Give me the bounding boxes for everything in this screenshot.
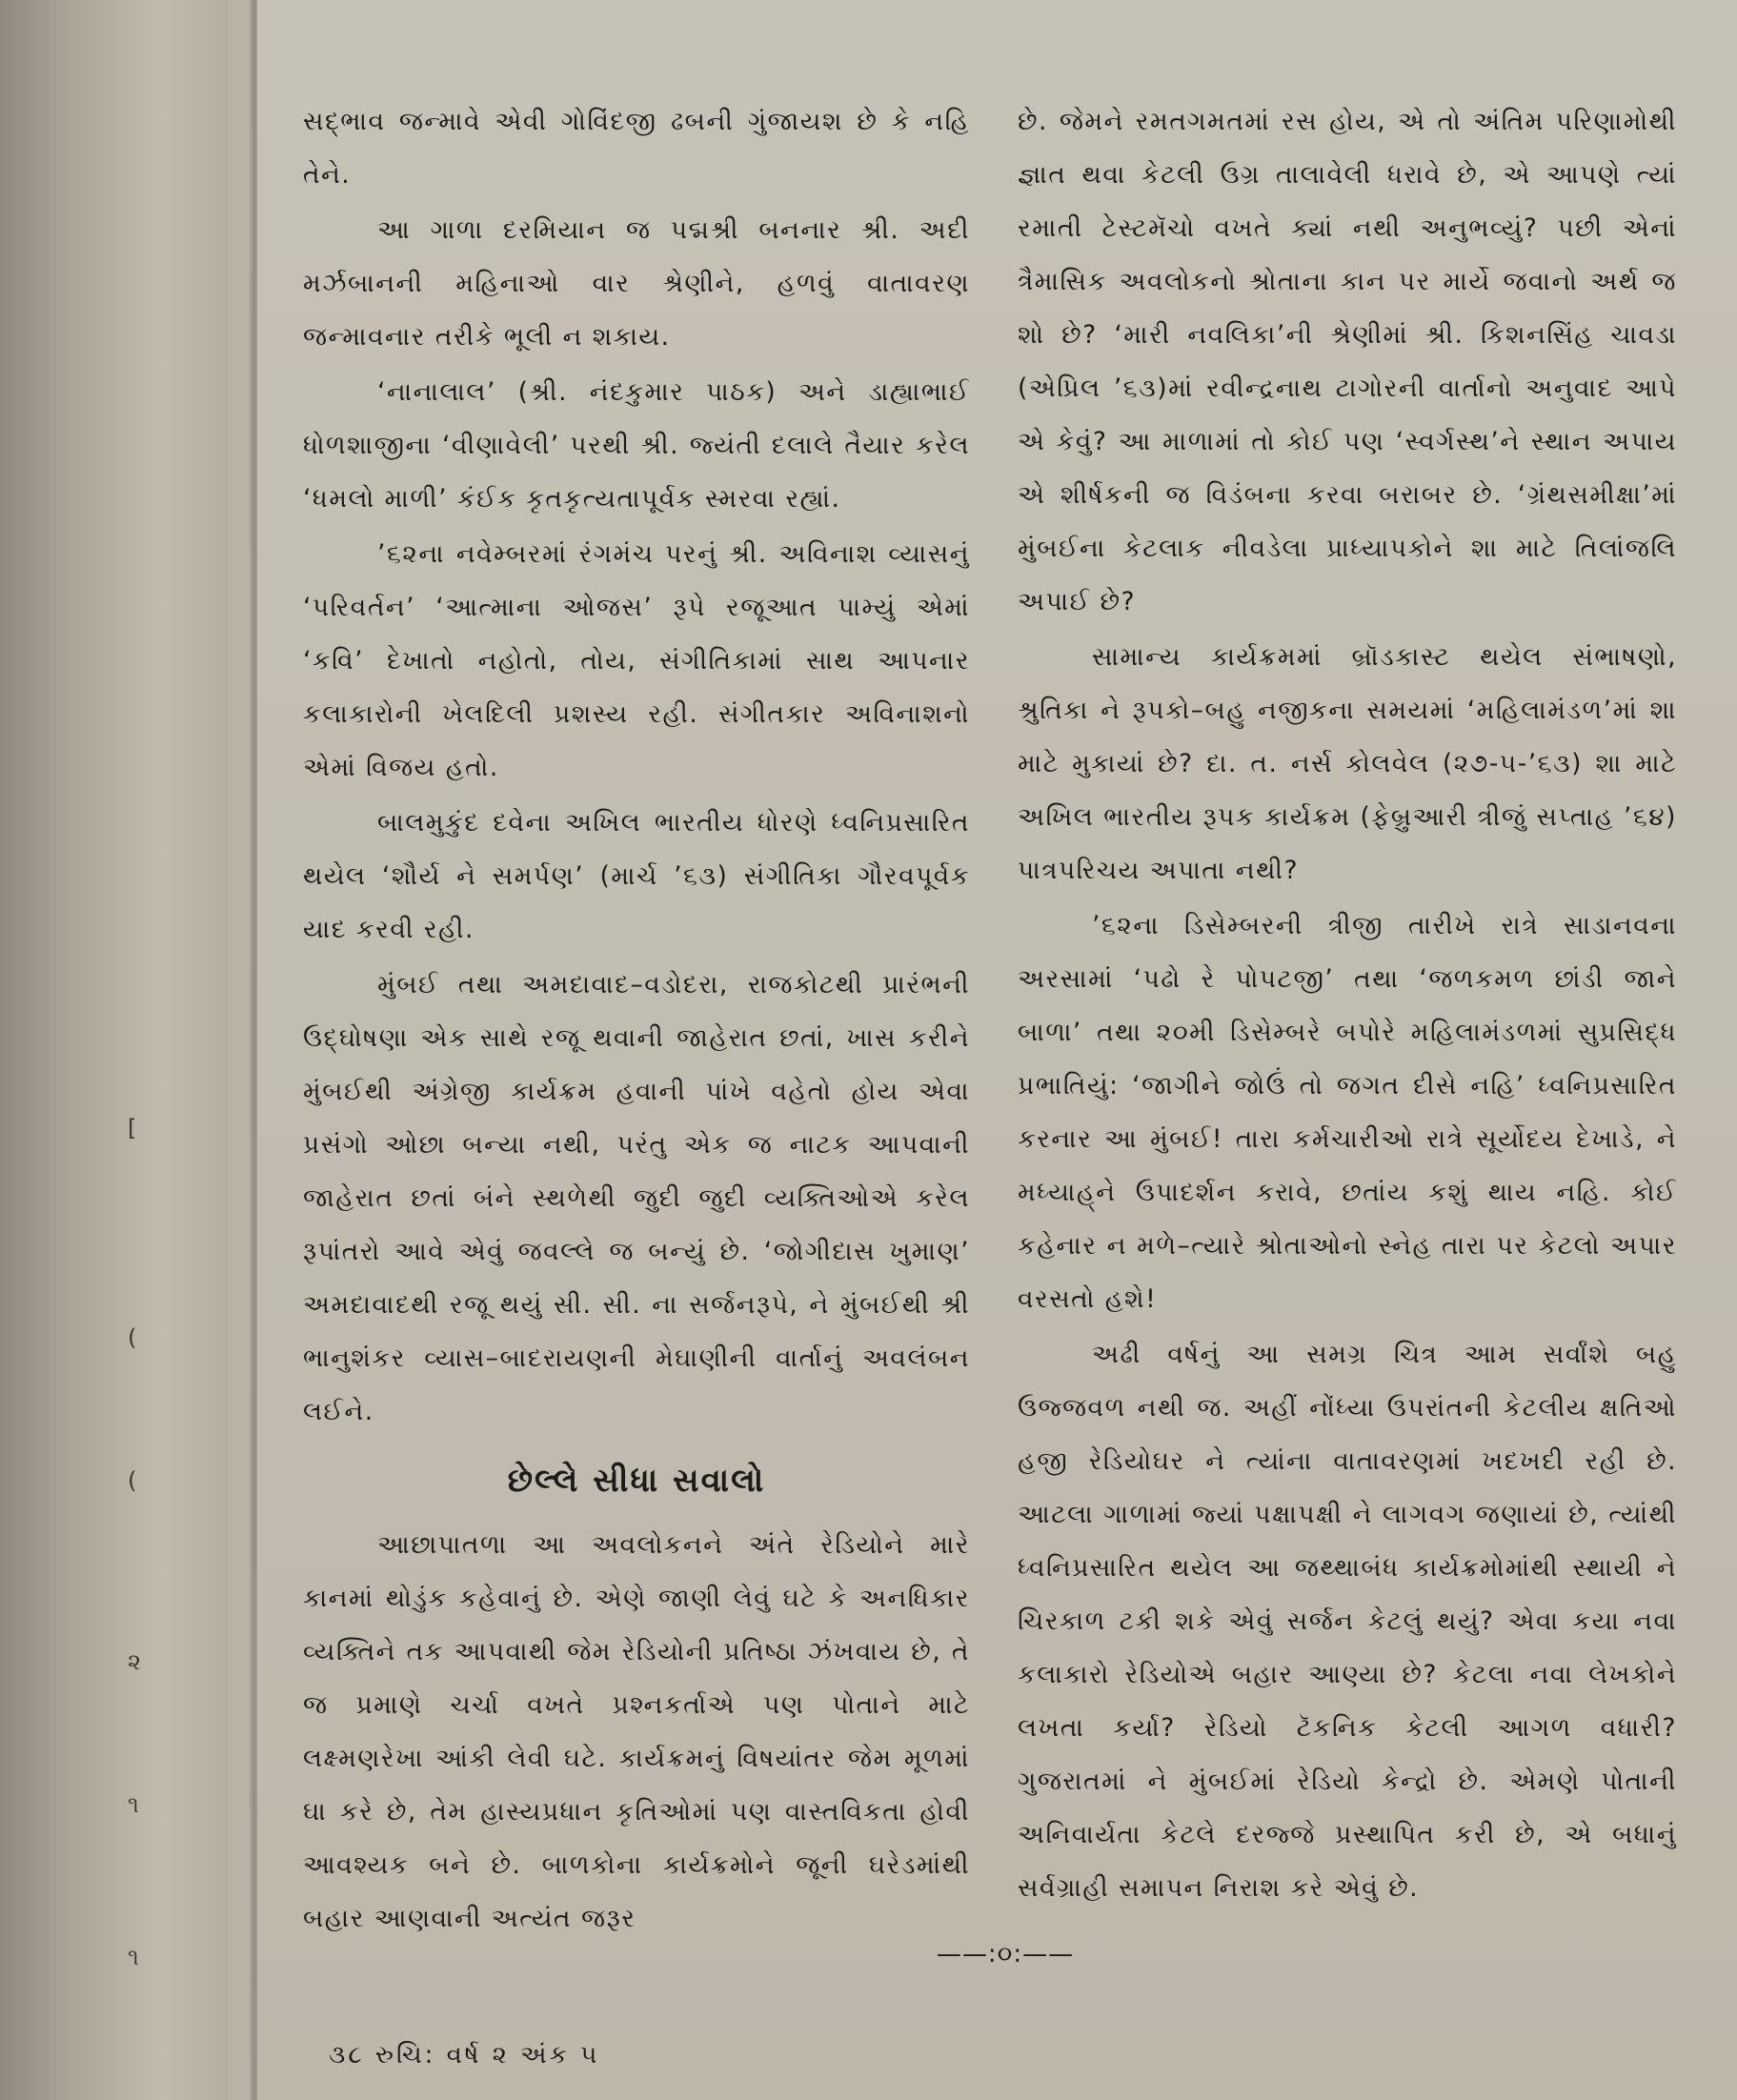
paragraph: સામાન્ય કાર્યક્રમમાં બ્રૉડકાસ્ટ થયેલ સંભાષણો, શ્રુતિકા ને રૂપકો–બહુ નજીકના સમયમાં ‘મહિલામંડળ’માં શા માટે મુકાયાં છે? દા. ત. નર્સ કોલવેલ (૨૭-૫-’૬૩) શા માટે અખિલ ભારતીય રૂપક કાર્યક્રમ (ફેબ્રુઆરી ત્રીજું સપ્તાહ ’૬૪) પાત્રપરિચય અપાતા નથી?	[1018, 642, 1677, 885]
paragraph: છે. જેમને રમતગમતમાં રસ હોય, એ તો અંતિમ પરિણામોથી જ્ઞાત થવા કેટલી ઉગ્ર તાલાવેલી ધરાવે છે, એ આપણે ત્યાં રમાતી ટેસ્ટમૅચો વખતે ક્યાં નથી અનુભવ્યું? પછી એનાં ત્રૈમાસિક અવલોકનો શ્રોતાના કાન પર માર્યે જવાનો અર્થ જ શો છે? ‘મારી નવલિકા’ની શ્રેણીમાં શ્રી. કિશનસિંહ ચાવડા (એપ્રિલ ’૬૩)માં રવીન્દ્રનાથ ટાગોરની વાર્તાનો અનુવાદ આપે એ કેવું? આ માળામાં તો કોઈ પણ ‘સ્વર્ગસ્થ’ને સ્થાન અપાય એ શીર્ષકની જ વિડંબના કરવા બરાબર છે. ‘ગ્રંથસમીક્ષા’માં મુંબઈના કેટલાક નીવડેલા પ્રાધ્યાપકોને શા માટે તિલાંજલિ અપાઈ છે?	[1018, 107, 1677, 616]
paragraph: સદ્‌ભાવ જન્માવે એવી ગોવિંદજી ઢબની ગુંજાયશ છે કે નહિ તેને.	[303, 107, 970, 190]
right-column	[1018, 95, 1677, 1917]
paragraph: ‘નાનાલાલ’ (શ્રી. નંદકુમાર પાઠક) અને ડાહ્યાભાઈ ધોળશાજીના ‘વીણાવેલી’ પરથી શ્રી. જ્યંતી દલાલે તૈયાર કરેલ ‘ધમલો માળી’ કંઈક કૃતકૃત્યતાપૂર્વક સ્મરવા રહ્યાં.	[303, 377, 970, 514]
paragraph: આ ગાળા દરમિયાન જ પદ્મશ્રી બનનાર શ્રી. અદી મર્ઝબાનની મહિનાઓ વાર શ્રેણીને, હળવું વાતાવરણ જન્માવનાર તરીકે ભૂલી ન શકાય.	[303, 215, 970, 352]
margin-mark: (	[128, 1324, 137, 1351]
end-divider: ——:૦:——	[936, 1940, 1075, 1969]
paragraph: ’૬૨ના નવેમ્બરમાં રંગમંચ પરનું શ્રી. અવિનાશ વ્યાસનું ‘પરિવર્તન’ ‘આત્માના ઓજસ’ રૂપે રજૂઆત પામ્યું એમાં ‘કવિ’ દેખાતો નહોતો, તોય, સંગીતિકામાં સાથ આપનાર કલાકારોની ખેલદિલી પ્રશસ્ય રહી. સંગીતકાર અવિનાશનો એમાં વિજય હતો.	[303, 539, 970, 782]
margin-mark: (	[128, 1467, 137, 1494]
margin-mark: [	[128, 1115, 137, 1141]
section-heading: છેલ્લે સીધા સવાલો	[507, 1462, 766, 1500]
margin-mark: ૨	[128, 1648, 142, 1675]
page-footer: ૩૮ રુચિ: વર્ષ ૨ અંક ૫	[329, 2041, 600, 2070]
margin-mark: ૧	[128, 1791, 139, 1818]
paragraph: મુંબઈ તથા અમદાવાદ–વડોદરા, રાજકોટથી પ્રારંભની ઉદ્‌ઘોષણા એક સાથે રજૂ થવાની જાહેરાત છતાં, ખાસ કરીને મુંબઈથી અંગ્રેજી કાર્યક્રમ હવાની પાંખે વહેતો હોય એવા પ્રસંગો ઓછા બન્યા નથી, પરંતુ એક જ નાટક આપવાની જાહેરાત છતાં બંને સ્થળેથી જુદી જુદી વ્યક્તિઓએ કરેલ રૂપાંતરો આવે એવું જવલ્લે જ બન્યું છે. ‘જોગીદાસ ખુમાણ’ અમદાવાદથી રજૂ થયું સી. સી. ના સર્જનરૂપે, ને મુંબઈથી શ્રી ભાનુશંકર વ્યાસ–બાદરાયણની મેઘાણીની વાર્તાનું અવલંબન લઈને.	[303, 970, 970, 1426]
paragraph: આછાપાતળા આ અવલોકનને અંતે રેડિયોને મારે કાનમાં થોડુંક કહેવાનું છે. એણે જાણી લેવું ઘટે કે અનધિકાર વ્યક્તિને તક આપવાથી જેમ રેડિયોની પ્રતિષ્ઠા ઝંખવાય છે, તે જ પ્રમાણે ચર્ચા વખતે પ્રશ્નકર્તાએ પણ પોતાને માટે લક્ષ્મણરેખા આંકી લેવી ઘટે. કાર્યક્રમનું વિષયાંતર જેમ મૂળમાં ઘા કરે છે, તેમ હાસ્યપ્રધાન કૃતિઓમાં પણ વાસ્તવિકતા હોવી આવશ્યક બને છે. બાળકોના કાર્યક્રમોને જૂની ઘરેડમાંથી બહાર આણવાની અત્યંત જરૂર	[303, 1530, 970, 1933]
margin-mark: ૧	[128, 1944, 139, 1970]
paragraph: ’૬૨ના ડિસેમ્બરની ત્રીજી તારીખે રાત્રે સાડાનવના અરસામાં ‘પઢો રે પોપટજી’ તથા ‘જળકમળ છાંડી જાને બાળા’ તથા ૨૦મી ડિસેમ્બરે બપોરે મહિલામંડળમાં સુપ્રસિદ્ધ પ્રભાતિયું: ‘જાગીને જોઉં તો જગત દીસે નહિ’ ધ્વનિપ્રસારિત કરનાર આ મુંબઈ! તારા કર્મચારીઓ રાત્રે સૂર્યોદય દેખાડે, ને મધ્યાહ્‌ને ઉપાદર્શન કરાવે, છતાંય કશું થાય નહિ. કોઈ કહેનાર ન મળે–ત્યારે શ્રોતાઓનો સ્નેહ તારા પર કેટલો અપાર વરસતો હશે!	[1018, 911, 1677, 1314]
paragraph: બાલમુકુંદ દવેના અખિલ ભારતીય ધોરણે ધ્વનિપ્રસારિત થયેલ ‘શૌર્ય ને સમર્પણ’ (માર્ચ ’૬૩) સંગીતિકા ગૌરવપૂર્વક યાદ કરવી રહી.	[303, 808, 970, 944]
left-column	[303, 95, 970, 1948]
left-page-margin	[0, 0, 229, 2100]
paragraph: અઢી વર્ષનું આ સમગ્ર ચિત્ર આમ સર્વાંશે બહુ ઉજ્જવળ નથી જ. અહીં નોંધ્યા ઉપરાંતની કેટલીય ક્ષતિઓ હજી રેડિયોઘર ને ત્યાંના વાતાવરણમાં ખદખદી રહી છે. આટલા ગાળામાં જ્યાં પક્ષાપક્ષી ને લાગવગ જણાયાં છે, ત્યાંથી ધ્વનિપ્રસારિત થયેલ આ જથ્થાબંધ કાર્યક્રમોમાંથી સ્થાયી ને ચિરકાળ ટકી શકે એવું સર્જન કેટલું થયું? એવા કયા નવા કલાકારો રેડિયોએ બહાર આણ્યા છે? કેટલા નવા લેખકોને લખતા કર્યા? રેડિયો ટૅકનિક કેટલી આગળ વધારી? ગુજરાતમાં ને મુંબઈમાં રેડિયો કેન્દ્રો છે. એમણે પોતાની અનિવાર્યતા કેટલે દરજ્જે પ્રસ્થાપિત કરી છે, એ બધાનું સર્વગ્રાહી સમાપન નિરાશ કરે એવું છે.	[1018, 1340, 1677, 1903]
